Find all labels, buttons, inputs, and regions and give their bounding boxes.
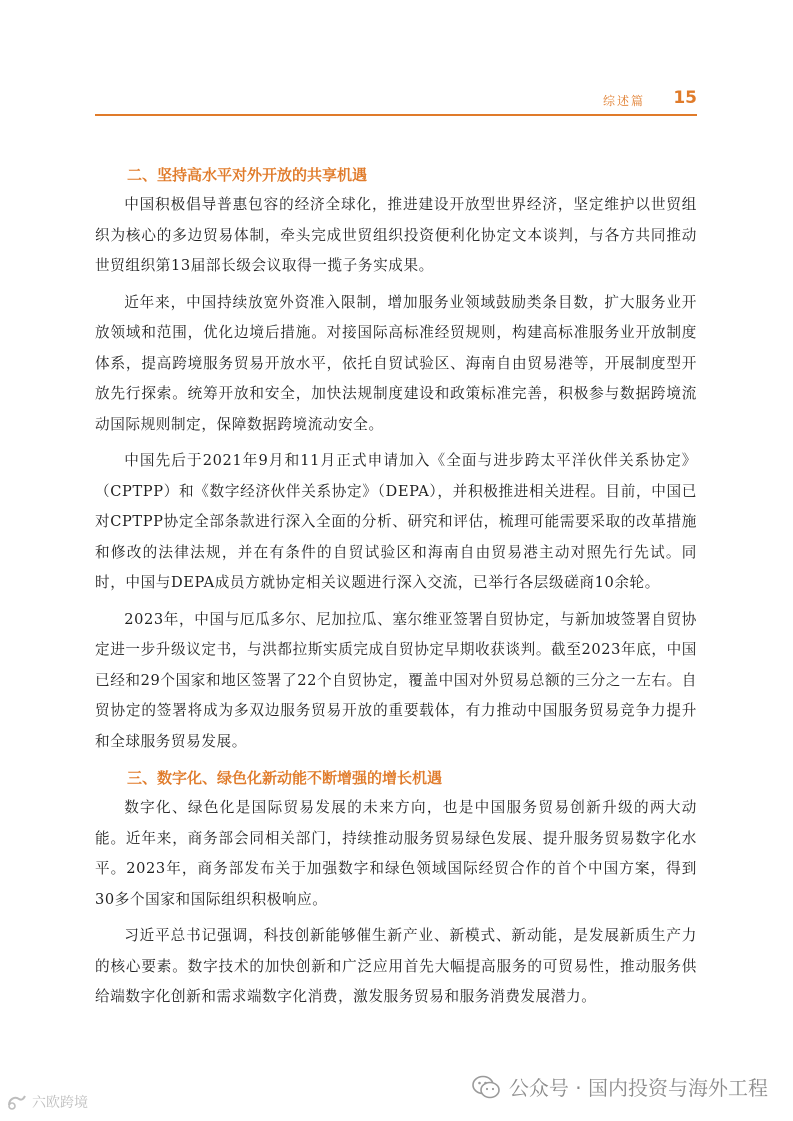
- paragraph: 2023年，中国与厄瓜多尔、尼加拉瓜、塞尔维亚签署自贸协定，与新加坡签署自贸协定进一步升级议定书，与洪都拉斯实质完成自贸协定早期收获谈判。截至2023年底，中国已经和29个国家和地区签署了22个自贸协定，覆盖中国对外贸易总额的三分之一左右。自贸协定的签署将成为多双边服务贸易开放的重要载体，有力推动中国服务贸易竞争力提升和全球服务贸易发展。: [95, 610, 697, 750]
- section-heading-3: 三、数字化、绿色化新动能不断增强的增长机遇: [127, 769, 443, 787]
- wechat-watermark: [471, 1072, 768, 1101]
- logo-icon: [6, 1093, 28, 1111]
- paragraph: 数字化、绿色化是国际贸易发展的未来方向，也是中国服务贸易创新升级的两大动能。近年来，商务部会同相关部门，持续推动服务贸易绿色发展、提升服务贸易数字化水平。2023年，商务部发布关于加强数字和绿色领域国际经贸合作的首个中国方案，得到30多个国家和国际组织积极响应。: [95, 799, 697, 908]
- corner-logo: [6, 1092, 88, 1112]
- section-name: 综述篇: [602, 94, 645, 108]
- paragraph: 中国积极倡导普惠包容的经济全球化，推进建设开放型世界经济，坚定维护以世贸组织为核心的多边贸易体制，牵头完成世贸组织投资便利化协定文本谈判，与各方共同推动世贸组织第13届部长级会议取得一揽子务实成果。: [95, 196, 697, 274]
- wechat-icon: [471, 1074, 501, 1100]
- corner-logo-text: 六欧跨境: [32, 1095, 88, 1111]
- page-header: [95, 88, 697, 112]
- section-heading-2: 二、坚持高水平对外开放的共享机遇: [127, 166, 368, 184]
- header-rule: [95, 114, 697, 116]
- paragraph: 习近平总书记强调，科技创新能够催生新产业、新模式、新动能，是发展新质生产力的核心要素。数字技术的加快创新和广泛应用首先大幅提高服务的可贸易性，推动服务供给端数字化创新和需求端数字化消费，激发服务贸易和服务消费发展潜力。: [95, 927, 697, 1005]
- page-number: 15: [673, 88, 697, 108]
- paragraph: 中国先后于2021年9月和11月正式申请加入《全面与进步跨太平洋伙伴关系协定》（CPTPP）和《数字经济伙伴关系协定》（DEPA），并积极推进相关进程。目前，中国已对CPTPP协定全部条款进行深入全面的分析、研究和评估，梳理可能需要采取的改革措施和修改的法律法规，并在有条件的自贸试验区和海南自由贸易港主动对照先行先试。同时，中国与DEPA成员方就协定相关议题进行深入交流，已举行各层级磋商10余轮。: [95, 452, 697, 591]
- watermark-text: 公众号 · 国内投资与海外工程: [508, 1076, 768, 1100]
- paragraph: 近年来，中国持续放宽外资准入限制，增加服务业领域鼓励类条目数，扩大服务业开放领域和范围，优化边境后措施。对接国际高标准经贸规则，构建高标准服务业开放制度体系，提高跨境服务贸易开放水平，依托自贸试验区、海南自由贸易港等，开展制度型开放先行探索。统筹开放和安全，加快法规制度建设和政策标准完善，积极参与数据跨境流动国际规则制定，保障数据跨境流动安全。: [95, 293, 697, 433]
- document-body: [95, 160, 697, 1019]
